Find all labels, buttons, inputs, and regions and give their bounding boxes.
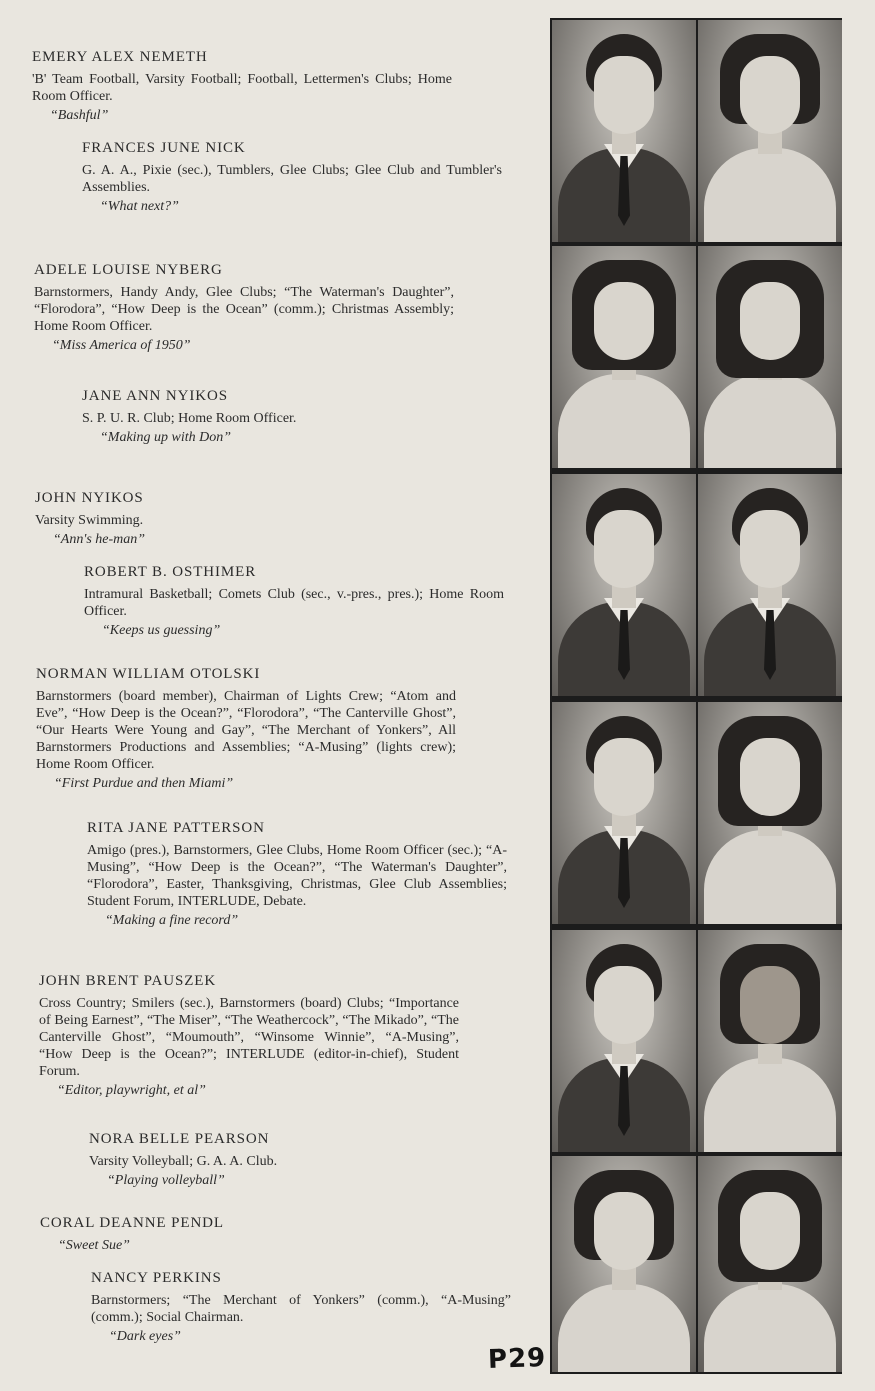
senior-name: JOHN BRENT PAUSZEK <box>39 973 217 989</box>
senior-quote: “Sweet Sue” <box>58 1238 130 1253</box>
senior-name: RITA JANE PATTERSON <box>87 820 265 836</box>
portrait-photo <box>698 930 842 1152</box>
portrait-photo <box>698 702 842 924</box>
portrait-photo <box>552 1156 696 1372</box>
senior-activities: 'B' Team Football, Varsity Football; Football, Lettermen's Clubs; Home Room Officer. <box>32 72 452 104</box>
senior-name: NANCY PERKINS <box>91 1270 222 1286</box>
senior-quote: “Making a fine record” <box>105 913 239 928</box>
senior-name: ROBERT B. OSTHIMER <box>84 564 257 580</box>
senior-name: NORMAN WILLIAM OTOLSKI <box>36 666 261 682</box>
senior-activities: Barnstormers; “The Merchant of Yonkers” (comm.), “A-Musing” (comm.); Social Chairman. <box>91 1293 511 1325</box>
portrait-column <box>550 18 842 1374</box>
senior-name: CORAL DEANNE PENDL <box>40 1215 224 1231</box>
portrait-photo <box>698 1156 842 1372</box>
senior-activities: Varsity Volleyball; G. A. A. Club. <box>89 1154 278 1169</box>
senior-quote: “Dark eyes” <box>109 1329 181 1344</box>
senior-activities: Amigo (pres.), Barnstormers, Glee Clubs, Home Room Officer (sec.); “A-Musing”, “How Deep is the Ocean?”, “The Waterman's Daughter”, “Florodora”, Easter, Thanksgiving, Christmas, Glee Club Assemblies; Student Forum, INTERLUDE, Debate. <box>87 843 507 909</box>
senior-quote: “Keeps us guessing” <box>102 623 221 638</box>
senior-quote: “Bashful” <box>50 108 109 123</box>
senior-name: NORA BELLE PEARSON <box>89 1131 270 1147</box>
portrait-photo <box>698 20 842 242</box>
senior-entry <box>36 665 516 793</box>
senior-activities: Cross Country; Smilers (sec.), Barnstormers (board) Clubs; “Importance of Being Earnest”, “The Miser”, “The Weathercock”, “The Mikado”, “The Canterville Ghost”, “Moumouth”, “Winsome Winnie”, “A-Musing”, “How Deep is the Ocean?”; INTERLUDE (editor-in-chief), Student Forum. <box>39 996 459 1079</box>
senior-entry <box>39 972 519 1100</box>
senior-entry <box>34 261 514 355</box>
senior-name: FRANCES JUNE NICK <box>82 140 246 156</box>
portrait-photo <box>552 702 696 924</box>
senior-entry <box>87 819 567 930</box>
portrait-photo <box>552 20 696 242</box>
senior-activities: Barnstormers, Handy Andy, Glee Clubs; “The Waterman's Daughter”, “Florodora”, “How Deep is the Ocean” (comm.); Christmas Assembly; Home Room Officer. <box>34 285 454 334</box>
senior-entry <box>32 48 512 125</box>
senior-name: JANE ANN NYIKOS <box>82 388 229 404</box>
senior-quote: “Making up with Don” <box>100 430 232 445</box>
senior-quote: “Miss America of 1950” <box>52 338 191 353</box>
portrait-photo <box>552 474 696 696</box>
senior-quote: “Editor, playwright, et al” <box>57 1083 206 1098</box>
senior-entry <box>89 1130 569 1190</box>
senior-quote: “First Purdue and then Miami” <box>54 776 234 791</box>
senior-quote: “Playing volleyball” <box>107 1173 225 1188</box>
senior-entry <box>84 563 564 640</box>
senior-entry <box>40 1214 520 1255</box>
senior-entry <box>82 387 562 447</box>
portrait-photo <box>698 474 842 696</box>
senior-quote: “Ann's he-man” <box>53 532 146 547</box>
senior-activities: Barnstormers (board member), Chairman of Lights Crew; “Atom and Eve”, “How Deep is the Ocean?”, “Florodora”, “The Canterville Ghost”, “Our Hearts Were Young and Gay”, “The Merchant of Yonkers”, All Barnstormers Productions and Assemblies; “A-Musing” (lights crew); Home Room Officer. <box>36 689 456 772</box>
senior-activities: Varsity Swimming. <box>35 513 144 528</box>
senior-name: JOHN NYIKOS <box>35 490 144 506</box>
portrait-photo <box>552 930 696 1152</box>
senior-quote: “What next?” <box>100 199 179 214</box>
senior-entry <box>91 1269 571 1346</box>
senior-activities: S. P. U. R. Club; Home Room Officer. <box>82 411 297 426</box>
senior-activities: G. A. A., Pixie (sec.), Tumblers, Glee Clubs; Glee Club and Tumbler's Assemblies. <box>82 163 502 195</box>
portrait-photo <box>552 246 696 468</box>
portrait-photo <box>698 246 842 468</box>
senior-name: ADELE LOUISE NYBERG <box>34 262 223 278</box>
senior-entry <box>35 489 515 549</box>
senior-activities: Intramural Basketball; Comets Club (sec., v.-pres., pres.); Home Room Officer. <box>84 587 504 619</box>
senior-entry <box>82 139 562 216</box>
page-number: P29 <box>487 1342 547 1376</box>
senior-name: EMERY ALEX NEMETH <box>32 49 208 65</box>
